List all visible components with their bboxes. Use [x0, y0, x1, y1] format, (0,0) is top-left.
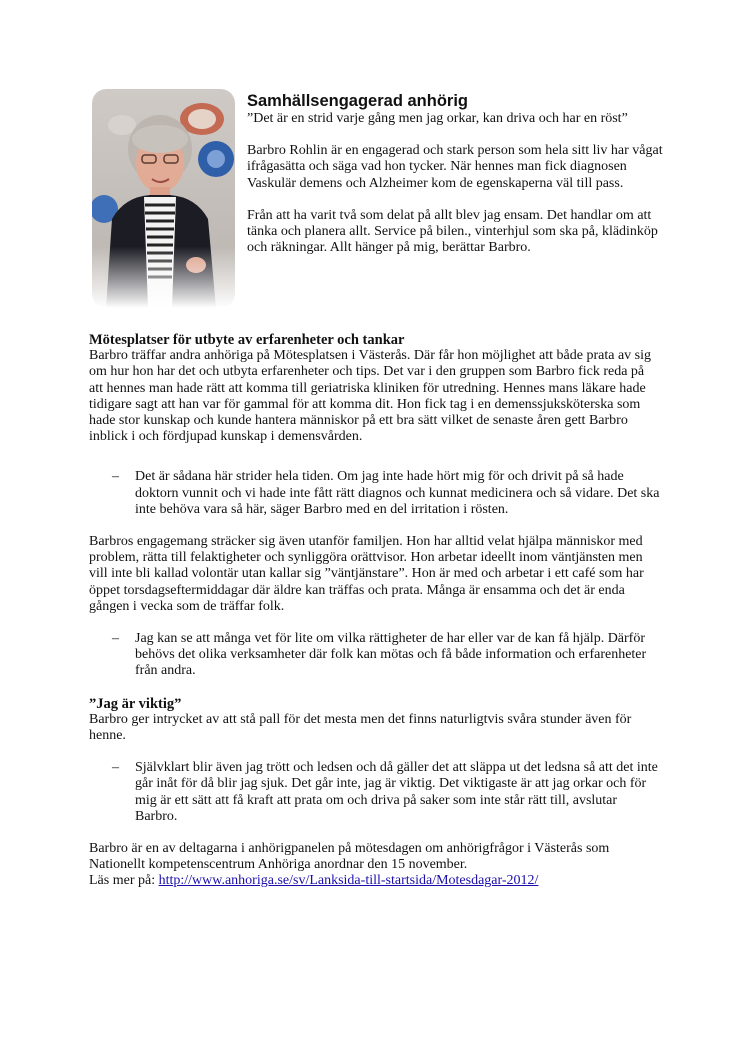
quote-item: [112, 469, 661, 518]
quote-text: Självklart blir även jag trött och ledsen och då gäller det att släppa ut det ledsna så att det inte går inåt för då blir jag sjuk. Det går inte, jag är viktig. Det viktigaste är att jag orkar och för mig är ett sätt att få kraft att prata om och driva på saker som inte står rätt till, avslutar Barbro.: [135, 760, 658, 824]
quote-text: Det är sådana här strider hela tiden. Om jag inte hade hört mig för och drivit på så hade doktorn vunnit och vi hade inte fått rätt diagnos och kunnat medicinera och så vidare. Det ska inte behöva vara så här, säger Barbro med en del irritation i rösten.: [135, 469, 660, 517]
intro-paragraph: Barbro Rohlin är en engagerad och stark person som hela sitt liv har vågat ifrågasätta och säga vad hon tycker. När hennes man fick diagnosen Vaskulär demens och Alzheimer kom de egenskaperna väl till pass.: [247, 143, 663, 191]
quote-item: [112, 631, 661, 680]
intro-quote: ”Det är en strid varje gång men jag orkar, kan driva och har en röst”: [247, 111, 628, 126]
body-paragraph: Barbro träffar andra anhöriga på Mötesplatsen i Västerås. Där får hon möjlighet att både prata av sig om hur hon har det och utbyta erfarenheter och tips. Det var i den gruppen som Barbro fick reda på att hennes man hade rätt att komma till geriatriska kliniken för utredning. Hennes mans läkare hade tidigare sagt att han var för gammal för att komma dit. Hon fick tag i en demenssjuksköterska som hade stor kunskap och kunde hantera människor på ett bra sätt vilket de senaste åren gett Barbro inblick i och fördjupad kunskap i demensvården.: [89, 348, 652, 445]
dash-bullet: –: [112, 760, 119, 776]
read-more-label: Läs mer på:: [89, 873, 156, 889]
quote-text: Jag kan se att många vet för lite om vilka rättigheter de har eller var de kan få hjälp. Därför behövs det olika verksamheter där folk kan mötas och få både information och erfarenheter från andra.: [135, 631, 647, 679]
portrait-photo: [92, 89, 235, 308]
article-title: Samhällsengagerad anhörig: [247, 92, 468, 110]
dash-bullet: –: [112, 469, 119, 485]
dash-bullet: –: [112, 631, 119, 647]
article-body: [89, 332, 661, 890]
footer-paragraph: [89, 841, 661, 890]
section-heading-jag-ar-viktig: ”Jag är viktig”: [89, 695, 182, 712]
read-more-link[interactable]: http://www.anhoriga.se/sv/Lanksida-till-startsida/Motesdagar-2012/: [158, 873, 539, 889]
footer-text: Barbro är en av deltagarna i anhörigpanelen på mötesdagen om anhörigfrågor i Västerås som Nationellt kompetenscentrum Anhöriga anordnar den 15 november.: [89, 841, 610, 873]
header-block: [247, 92, 667, 256]
intro-paragraph-2: Från att ha varit två som delat på allt blev jag ensam. Det handlar om att tänka och planera allt. Service på bilen., vinterhjul som ska på, klädinköp och räkningar. Allt hänger på mig, berättar Barbro.: [247, 207, 658, 256]
body-paragraph: Barbros engagemang sträcker sig även utanför familjen. Hon har alltid velat hjälpa människor med problem, rätta till felaktigheter och synliggöra orättvisor. Hon arbetar ideellt inom väntjänsten men vill inte bli kallad volontär utan kallar sig ”väntjänstare”. Hon är med och arbetar i ett café som har öppet torsdagseftermiddagar där äldre kan träffas och prata. Många är ensamma och det är enda gången i vecka som de träffar folk.: [89, 534, 644, 614]
quote-item: [112, 760, 661, 825]
section-heading-motesplatser: Mötesplatser för utbyte av erfarenheter och tankar: [89, 332, 405, 348]
body-paragraph: Barbro ger intrycket av att stå pall för det mesta men det finns naturligtvis svåra stunder även för henne.: [89, 711, 632, 744]
